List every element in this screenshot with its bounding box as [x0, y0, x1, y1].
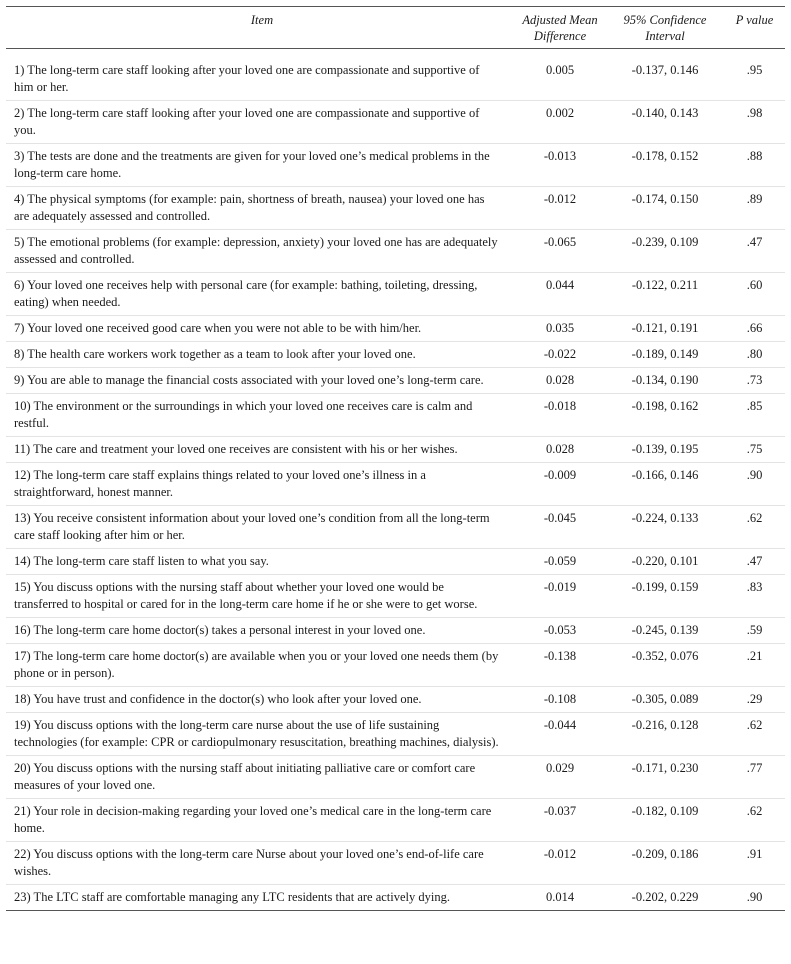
- header-ci-line2: Interval: [645, 29, 685, 43]
- table-row: [6, 144, 785, 187]
- table-row: [6, 437, 785, 463]
- adjusted-mean-difference-cell: -0.012: [514, 187, 606, 230]
- table-row: [6, 463, 785, 506]
- adjusted-mean-difference-cell: -0.065: [514, 230, 606, 273]
- p-value-cell: .66: [724, 316, 785, 342]
- p-value-cell: .88: [724, 144, 785, 187]
- p-value-cell: .59: [724, 618, 785, 644]
- item-cell: 17) The long-term care home doctor(s) are available when you or your loved one needs them (by phone or in person).: [6, 644, 514, 687]
- item-cell: 16) The long-term care home doctor(s) takes a personal interest in your loved one.: [6, 618, 514, 644]
- confidence-interval-cell: -0.239, 0.109: [606, 230, 724, 273]
- item-cell: 14) The long-term care staff listen to what you say.: [6, 549, 514, 575]
- confidence-interval-cell: -0.171, 0.230: [606, 756, 724, 799]
- header-confidence-interval: [606, 7, 724, 49]
- item-cell: 21) Your role in decision-making regarding your loved one’s medical care in the long-term care home.: [6, 799, 514, 842]
- item-cell: 23) The LTC staff are comfortable managing any LTC residents that are actively dying.: [6, 885, 514, 911]
- p-value-cell: .75: [724, 437, 785, 463]
- table-row: [6, 101, 785, 144]
- p-value-cell: .77: [724, 756, 785, 799]
- table-row: [6, 799, 785, 842]
- table-row: [6, 644, 785, 687]
- confidence-interval-cell: -0.202, 0.229: [606, 885, 724, 911]
- adjusted-mean-difference-cell: -0.012: [514, 842, 606, 885]
- item-cell: 9) You are able to manage the financial costs associated with your loved one’s long-term care.: [6, 368, 514, 394]
- confidence-interval-cell: -0.352, 0.076: [606, 644, 724, 687]
- header-p-value: P value: [724, 7, 785, 49]
- p-value-cell: .85: [724, 394, 785, 437]
- table-row: [6, 549, 785, 575]
- confidence-interval-cell: -0.224, 0.133: [606, 506, 724, 549]
- item-cell: 18) You have trust and confidence in the doctor(s) who look after your loved one.: [6, 687, 514, 713]
- adjusted-mean-difference-cell: -0.044: [514, 713, 606, 756]
- confidence-interval-cell: -0.178, 0.152: [606, 144, 724, 187]
- adjusted-mean-difference-cell: -0.018: [514, 394, 606, 437]
- item-cell: 12) The long-term care staff explains things related to your loved one’s illness in a straightforward, honest manner.: [6, 463, 514, 506]
- confidence-interval-cell: -0.182, 0.109: [606, 799, 724, 842]
- results-table: [6, 6, 785, 911]
- p-value-cell: .89: [724, 187, 785, 230]
- table-row: [6, 618, 785, 644]
- adjusted-mean-difference-cell: -0.013: [514, 144, 606, 187]
- adjusted-mean-difference-cell: 0.014: [514, 885, 606, 911]
- item-cell: 6) Your loved one receives help with personal care (for example: bathing, toileting, dressing, eating) when needed.: [6, 273, 514, 316]
- item-cell: 3) The tests are done and the treatments are given for your loved one’s medical problems in the long-term care home.: [6, 144, 514, 187]
- table-row: [6, 713, 785, 756]
- item-cell: 13) You receive consistent information about your loved one’s condition from all the long-term care staff looking after him or her.: [6, 506, 514, 549]
- confidence-interval-cell: -0.199, 0.159: [606, 575, 724, 618]
- item-cell: 8) The health care workers work together as a team to look after your loved one.: [6, 342, 514, 368]
- table-row: [6, 230, 785, 273]
- adjusted-mean-difference-cell: -0.009: [514, 463, 606, 506]
- adjusted-mean-difference-cell: -0.019: [514, 575, 606, 618]
- header-ci-line1: 95% Confidence: [623, 13, 707, 27]
- confidence-interval-cell: -0.166, 0.146: [606, 463, 724, 506]
- adjusted-mean-difference-cell: 0.028: [514, 437, 606, 463]
- adjusted-mean-difference-cell: 0.028: [514, 368, 606, 394]
- p-value-cell: .60: [724, 273, 785, 316]
- adjusted-mean-difference-cell: 0.005: [514, 49, 606, 101]
- adjusted-mean-difference-cell: -0.108: [514, 687, 606, 713]
- table-body: [6, 49, 785, 911]
- item-cell: 2) The long-term care staff looking after your loved one are compassionate and supportive of you.: [6, 101, 514, 144]
- adjusted-mean-difference-cell: -0.037: [514, 799, 606, 842]
- adjusted-mean-difference-cell: -0.022: [514, 342, 606, 368]
- confidence-interval-cell: -0.189, 0.149: [606, 342, 724, 368]
- p-value-cell: .83: [724, 575, 785, 618]
- p-value-cell: .80: [724, 342, 785, 368]
- item-cell: 22) You discuss options with the long-term care Nurse about your loved one’s end-of-life care wishes.: [6, 842, 514, 885]
- table-row: [6, 842, 785, 885]
- p-value-cell: .98: [724, 101, 785, 144]
- p-value-cell: .21: [724, 644, 785, 687]
- table-row: [6, 368, 785, 394]
- item-cell: 19) You discuss options with the long-term care nurse about the use of life sustaining technologies (for example: CPR or cardiopulmonary resuscitation, breathing machines, dialysis).: [6, 713, 514, 756]
- table-row: [6, 342, 785, 368]
- item-cell: 20) You discuss options with the nursing staff about initiating palliative care or comfort care measures of your loved one.: [6, 756, 514, 799]
- confidence-interval-cell: -0.209, 0.186: [606, 842, 724, 885]
- adjusted-mean-difference-cell: -0.045: [514, 506, 606, 549]
- confidence-interval-cell: -0.198, 0.162: [606, 394, 724, 437]
- confidence-interval-cell: -0.121, 0.191: [606, 316, 724, 342]
- p-value-cell: .47: [724, 230, 785, 273]
- adjusted-mean-difference-cell: -0.059: [514, 549, 606, 575]
- confidence-interval-cell: -0.174, 0.150: [606, 187, 724, 230]
- confidence-interval-cell: -0.139, 0.195: [606, 437, 724, 463]
- p-value-cell: .73: [724, 368, 785, 394]
- p-value-cell: .62: [724, 506, 785, 549]
- confidence-interval-cell: -0.216, 0.128: [606, 713, 724, 756]
- table-row: [6, 316, 785, 342]
- p-value-cell: .29: [724, 687, 785, 713]
- p-value-cell: .62: [724, 713, 785, 756]
- item-cell: 10) The environment or the surroundings in which your loved one receives care is calm and restful.: [6, 394, 514, 437]
- table-row: [6, 885, 785, 911]
- confidence-interval-cell: -0.122, 0.211: [606, 273, 724, 316]
- p-value-cell: .62: [724, 799, 785, 842]
- item-cell: 1) The long-term care staff looking after your loved one are compassionate and supportive of him or her.: [6, 49, 514, 101]
- item-cell: 5) The emotional problems (for example: depression, anxiety) your loved one has are adequately assessed and controlled.: [6, 230, 514, 273]
- table-row: [6, 575, 785, 618]
- item-cell: 7) Your loved one received good care when you were not able to be with him/her.: [6, 316, 514, 342]
- header-diff-line1: Adjusted Mean: [522, 13, 598, 27]
- table-row: [6, 506, 785, 549]
- confidence-interval-cell: -0.220, 0.101: [606, 549, 724, 575]
- table-row: [6, 756, 785, 799]
- table-row: [6, 187, 785, 230]
- header-item: Item: [6, 7, 514, 49]
- confidence-interval-cell: -0.137, 0.146: [606, 49, 724, 101]
- confidence-interval-cell: -0.245, 0.139: [606, 618, 724, 644]
- confidence-interval-cell: -0.134, 0.190: [606, 368, 724, 394]
- header-adjusted-mean-difference: [514, 7, 606, 49]
- item-cell: 15) You discuss options with the nursing staff about whether your loved one would be transferred to hospital or cared for in the long-term care home if he or she were to get worse.: [6, 575, 514, 618]
- adjusted-mean-difference-cell: -0.053: [514, 618, 606, 644]
- table-row: [6, 273, 785, 316]
- p-value-cell: .90: [724, 885, 785, 911]
- p-value-cell: .47: [724, 549, 785, 575]
- adjusted-mean-difference-cell: -0.138: [514, 644, 606, 687]
- p-value-cell: .91: [724, 842, 785, 885]
- item-cell: 4) The physical symptoms (for example: pain, shortness of breath, nausea) your loved one has are adequately assessed and controlled.: [6, 187, 514, 230]
- table-row: [6, 49, 785, 101]
- confidence-interval-cell: -0.140, 0.143: [606, 101, 724, 144]
- adjusted-mean-difference-cell: 0.029: [514, 756, 606, 799]
- header-row: [6, 7, 785, 49]
- item-cell: 11) The care and treatment your loved one receives are consistent with his or her wishes.: [6, 437, 514, 463]
- adjusted-mean-difference-cell: 0.035: [514, 316, 606, 342]
- table-row: [6, 687, 785, 713]
- header-diff-line2: Difference: [533, 29, 587, 43]
- confidence-interval-cell: -0.305, 0.089: [606, 687, 724, 713]
- adjusted-mean-difference-cell: 0.044: [514, 273, 606, 316]
- adjusted-mean-difference-cell: 0.002: [514, 101, 606, 144]
- p-value-cell: .95: [724, 49, 785, 101]
- table-header: [6, 7, 785, 49]
- p-value-cell: .90: [724, 463, 785, 506]
- table-row: [6, 394, 785, 437]
